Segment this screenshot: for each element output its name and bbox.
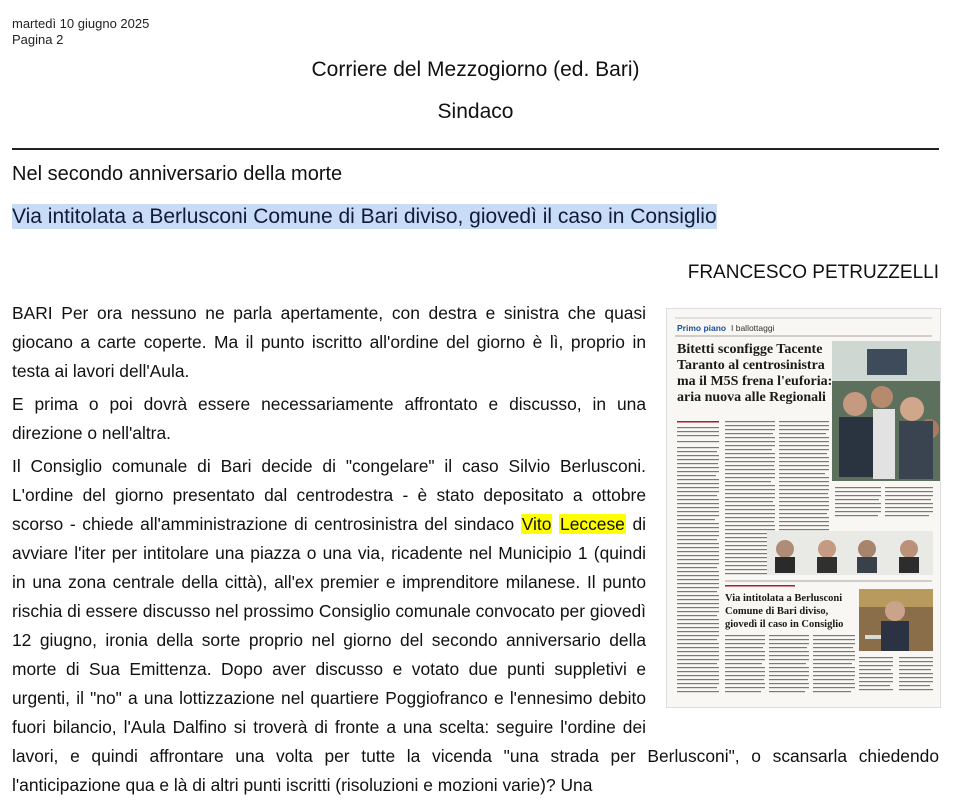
p3-rest: di avviare l'iter per intitolare una piazza o una via, ricadente nel Municipio 1 (quindi in una zona centrale della città), all'ex premier e imprenditore milanese. Il punto rischia di essere discusso nel prossimo Consiglio comunale convocato per giovedì 12 giugno, ironia della sorte proprio nel giorno del secondo anniversario della morte di Sua Emittenza. Dopo aver discusso e votato due punti suppletivi e urgenti, il "no" a una lottizzazione nel quartiere Poggiofranco e l'ennesimo debito fuori bilancio, l'Aula Dalfino si troverà di fronte a una scelta: seguire l'ordine dei lavori, e quindi affrontare una volta per tutte la vicenda "una strada per Berlusconi", o scansarla chiedendo l'anticipazione qua e là di altri punti iscritti (risoluzioni e mozioni varie)? Una bbox=[12, 514, 939, 795]
highlight-leccese: Leccese bbox=[560, 514, 625, 534]
article-body bbox=[12, 299, 939, 804]
svg-text:Bitetti sconfigge Tacente: Bitetti sconfigge Tacente bbox=[677, 342, 823, 357]
wrapped-column bbox=[12, 299, 939, 448]
article-paragraph-1: BARI Per ora nessuno ne parla apertamente, con destra e sinistra che quasi giocano a carte coperte. Ma il punto iscritto all'ordine del giorno è lì, proprio in testa ai lavori dell'Aula. bbox=[12, 303, 646, 381]
publication-date: martedì 10 giugno 2025 bbox=[12, 16, 150, 31]
header-divider bbox=[12, 148, 939, 150]
clip-section-label: Primo piano bbox=[677, 323, 727, 333]
svg-text:aria nuova alle Regionali: aria nuova alle Regionali bbox=[677, 390, 826, 405]
article-headline[interactable] bbox=[12, 205, 717, 229]
selected-headline-text[interactable]: Via intitolata a Berlusconi Comune di Bari diviso, giovedì il caso in Consiglio bbox=[12, 205, 717, 228]
svg-text:Comune di Bari diviso,: Comune di Bari diviso, bbox=[725, 606, 829, 617]
svg-text:ma il M5S frena l'euforia:: ma il M5S frena l'euforia: bbox=[677, 374, 833, 389]
section-name: Sindaco bbox=[437, 100, 514, 123]
highlight-vito: Vito bbox=[521, 514, 552, 534]
clip-tag-label: I ballottaggi bbox=[731, 323, 775, 333]
svg-text:Taranto al centrosinistra: Taranto al centrosinistra bbox=[677, 358, 825, 373]
article-kicker: Nel secondo anniversario della morte bbox=[12, 163, 343, 185]
document-meta bbox=[12, 16, 149, 48]
article-paragraph-3 bbox=[12, 452, 939, 800]
publication-name: Corriere del Mezzogiorno (ed. Bari) bbox=[311, 58, 640, 81]
page-number: Pagina 2 bbox=[12, 32, 64, 47]
svg-text:giovedì il caso in Consiglio: giovedì il caso in Consiglio bbox=[725, 619, 844, 630]
article-author: FRANCESCO PETRUZZELLI bbox=[687, 262, 939, 283]
p3-intro: Il Consiglio comunale di Bari decide di "congelare" il caso Silvio Berlusconi. L'ordine del giorno presentato dal centrodestra - è stato depositato a ottobre scorso - chiede all'amministrazione di centrosinistra del sindaco bbox=[12, 456, 646, 534]
svg-text:Via intitolata a Berlusconi: Via intitolata a Berlusconi bbox=[725, 593, 843, 604]
article-paragraph-2: E prima o poi dovrà essere necessariamente affrontato e discusso, in una direzione o nell'altra. bbox=[12, 394, 646, 443]
